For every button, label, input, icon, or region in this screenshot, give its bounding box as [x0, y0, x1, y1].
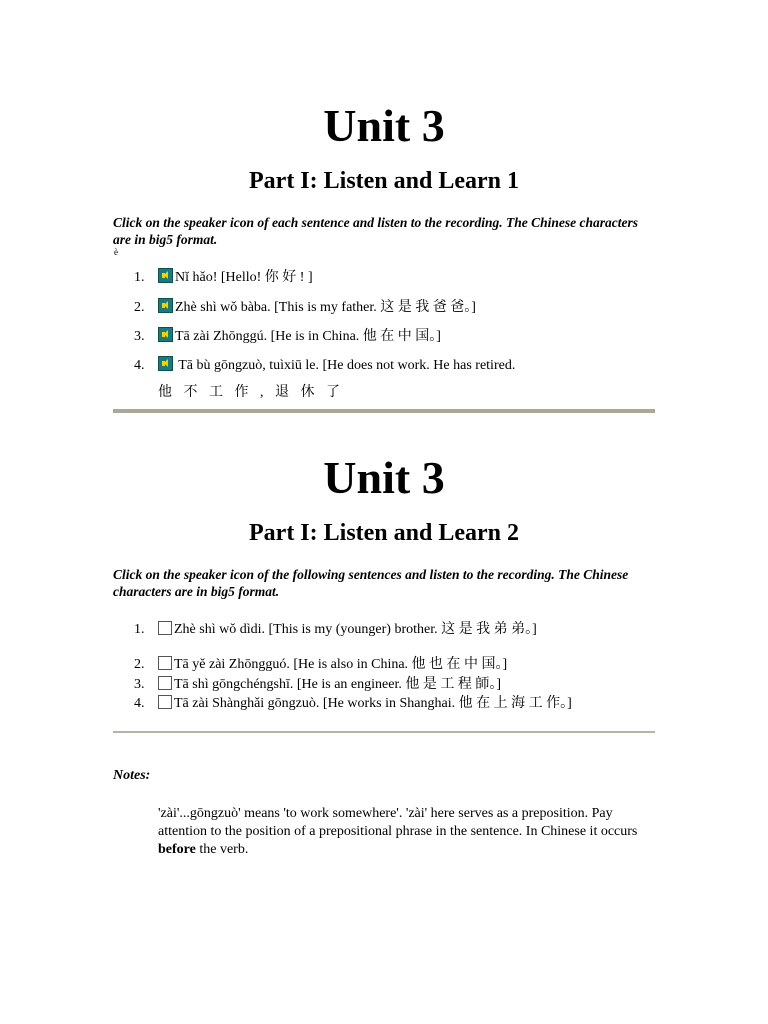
unit-title-2: Unit 3	[323, 452, 445, 503]
checkbox-icon[interactable]	[158, 621, 172, 635]
instructions-2: Click on the speaker icon of the following sentences and listen to the recording. The Chinese characters are in big5 format.	[113, 567, 629, 599]
speaker-icon[interactable]	[158, 327, 173, 342]
item-number: 3.	[134, 329, 145, 344]
sentence-text: Tā bù gōngzuò, tuìxiū le. [He does not work. He has retired.	[175, 358, 516, 373]
item-number: 4.	[134, 696, 145, 711]
item-number: 2.	[134, 300, 145, 315]
checkbox-icon[interactable]	[158, 695, 172, 709]
sentence-text-continued: 他 不 工 作 , 退 休 了	[158, 385, 344, 400]
sentence-text: Zhè shì wǒ dìdi. [This is my (younger) brother. 这 是 我 弟 弟。]	[174, 622, 537, 637]
sentence-text: Tā zài Zhōnggú. [He is in China. 他 在 中 国。]	[175, 329, 441, 344]
list-item	[134, 676, 501, 694]
list-item	[134, 298, 476, 317]
list-item	[134, 656, 507, 674]
sentence-text: Tā yě zài Zhōngguó. [He is also in China. 他 也 在 中 国。]	[174, 657, 508, 672]
instructions-1: Click on the speaker icon of each sentence and listen to the recording. The Chinese characters are in big5 format.	[113, 215, 638, 247]
part-title-1: Part I: Listen and Learn 1	[249, 168, 519, 194]
notes-body	[158, 805, 638, 859]
sentence-text: Zhè shì wǒ bàba. [This is my father. 这 是 我 爸 爸。]	[175, 300, 476, 315]
list-item	[134, 695, 572, 713]
small-mark: ѐ	[114, 247, 118, 257]
section-divider	[113, 409, 655, 413]
list-item	[134, 621, 537, 639]
unit-title-1: Unit 3	[323, 100, 445, 151]
checkbox-icon[interactable]	[158, 676, 172, 690]
notes-text: 'zài'...gōngzuò' means 'to work somewhere'. 'zài' here serves as a preposition. Pay attention to the position of a prepositional phrase in the sentence. In Chinese it occurs	[158, 806, 638, 839]
item-number: 1.	[134, 622, 145, 637]
section-divider	[113, 731, 655, 733]
item-number: 3.	[134, 677, 145, 692]
list-item	[134, 356, 515, 375]
part-title-2: Part I: Listen and Learn 2	[249, 520, 519, 546]
list-item	[134, 327, 441, 346]
speaker-icon[interactable]	[158, 268, 173, 283]
speaker-icon[interactable]	[158, 298, 173, 313]
sentence-text: Tā zài Shànghǎi gōngzuò. [He works in Shanghai. 他 在 上 海 工 作。]	[174, 696, 572, 711]
item-number: 1.	[134, 270, 145, 285]
sentence-text: Tā shì gōngchéngshī. [He is an engineer. 他 是 工 程 師。]	[174, 677, 501, 692]
item-number: 4.	[134, 358, 145, 373]
speaker-icon[interactable]	[158, 356, 173, 371]
sentence-text: Nǐ hǎo! [Hello! 你 好 ! ]	[175, 270, 313, 285]
notes-text-end: the verb.	[195, 842, 249, 857]
item-number: 2.	[134, 657, 145, 672]
list-item	[134, 268, 313, 287]
notes-label: Notes:	[113, 768, 151, 783]
notes-bold-word: before	[158, 842, 196, 857]
checkbox-icon[interactable]	[158, 656, 172, 670]
